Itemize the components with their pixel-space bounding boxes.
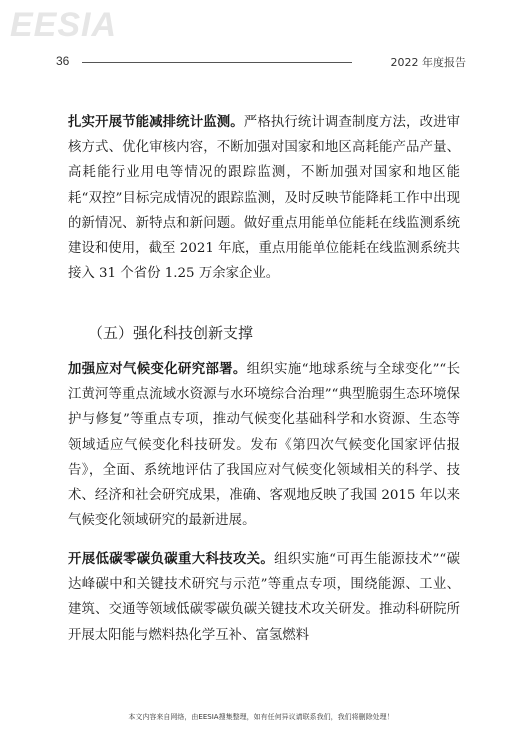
paragraph-lead: 扎实开展节能减排统计监测。 [68,115,244,130]
report-title: 2022 年度报告 [390,56,466,69]
paragraph-lead: 开展低碳零碳负碳重大科技攻关。 [68,552,275,567]
footer-disclaimer: 本文内容来自网络，由EESIA搜集整理，如有任何异议请联系我们，我们将删除处理！ [128,713,394,721]
header-divider [82,62,352,63]
page-header [56,54,466,70]
paragraph-text: 组织实施“地球系统与全球变化”“长江黄河等重点流域水资源与水环境综合治理”“典型脆弱生态环境保护与修复”等重点专项，推动气候变化基础科学和水资源、生态等领域适应气候变化科技研发。发布《第四次气候变化国家评估报告》，全面、系统地评估了我国应对气候变化领域相关的科学、技术、经济和社会研究成果，准确、客观地反映了我国 2015 年以来气候变化领域研究的最新进展。 [68,362,460,529]
paragraph-text: 严格执行统计调查制度方法，改进审核方式、优化审核内容，不断加强对国家和地区高耗能产品产量、高耗能行业用电等情况的跟踪监测，不断加强对国家和地区能耗“双控”目标完成情况的跟踪监测，及时反映节能降耗工作中出现的新情况、新特点和新问题。做好重点用能单位能耗在线监测系统建设和使用，截至 2021 年底，重点用能单位能耗在线监测系统共接入 31 个省份 1.25 万余家企业。 [68,115,461,282]
eesia-watermark-logo: EESIA [10,6,118,44]
section-heading: （五）强化科技创新支撑 [88,324,254,342]
paragraph-text: 组织实施“可再生能源技术”“碳达峰碳中和关键技术研究与示范”等重点专项，围绕能源、工业、建筑、交通等领域低碳零碳负碳关键技术攻关研发。推动科研院所开展太阳能与燃料热化学互补、富氢燃料 [68,552,460,643]
paragraph-lead: 加强应对气候变化研究部署。 [68,362,247,377]
paragraph-climate-research [68,357,460,533]
page-number: 36 [56,54,70,68]
paragraph-low-carbon-tech [68,547,460,648]
paragraph-energy-monitoring [68,110,460,286]
